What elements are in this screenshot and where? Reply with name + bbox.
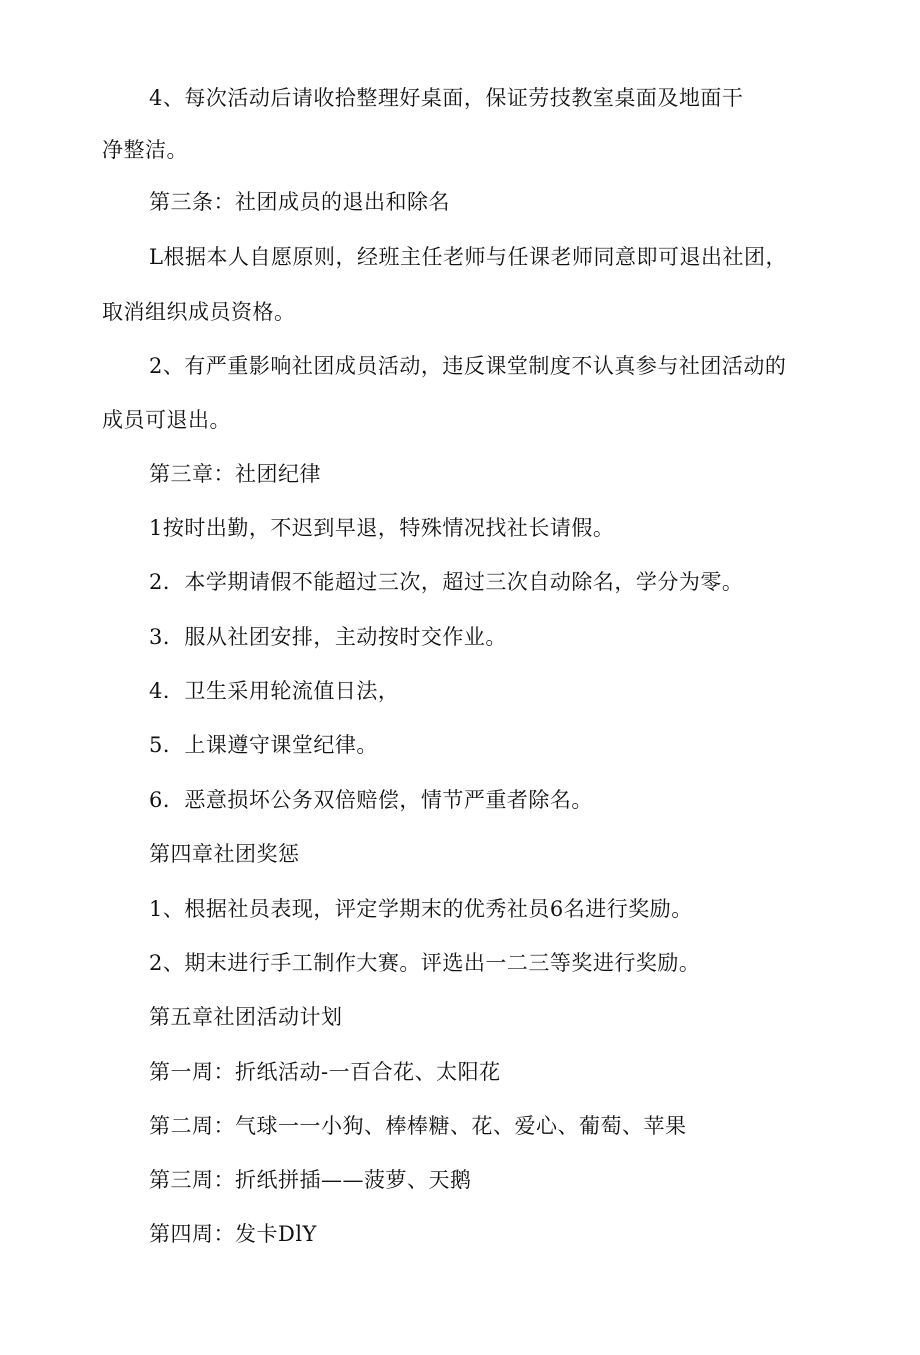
chapter-heading: 第五章社团活动计划 — [149, 1005, 343, 1029]
list-item: 6．恶意损坏公务双倍赔偿，情节严重者除名。 — [149, 788, 593, 812]
list-item: 1、根据社员表现，评定学期末的优秀社员6名进行奖励。 — [149, 897, 693, 921]
section-heading: 第三条：社团成员的退出和除名 — [149, 190, 450, 214]
list-item: 3．服从社团安排，主动按时交作业。 — [149, 625, 507, 649]
list-item: 第二周：气球一一小狗、棒棒糖、花、爱心、葡萄、苹果 — [149, 1114, 687, 1138]
paragraph-line: 4、每次活动后请收拾整理好桌面，保证劳技教室桌面及地面干 — [149, 86, 744, 110]
list-item: 4．卫生采用轮流值日法， — [149, 679, 400, 703]
list-item: 第一周：折纸活动-一百合花、太阳花 — [149, 1060, 501, 1084]
list-item: 2．本学期请假不能超过三次，超过三次自动除名，学分为零。 — [149, 570, 744, 594]
list-item: 第四周：发卡DlY — [149, 1222, 317, 1246]
chapter-heading: 第四章社团奖惩 — [149, 842, 300, 866]
paragraph-line: 取消组织成员资格。 — [102, 300, 296, 324]
chapter-heading: 第三章：社团纪律 — [149, 462, 321, 486]
list-item: 第三周：折纸拼插——菠萝、天鹅 — [149, 1168, 472, 1192]
paragraph-line: 净整洁。 — [102, 138, 188, 162]
paragraph-line: 2、有严重影响社团成员活动，违反课堂制度不认真参与社团活动的 — [149, 354, 787, 378]
list-item: 2、期末进行手工制作大赛。评选出一二三等奖进行奖励。 — [149, 951, 701, 975]
list-item: 5．上课遵守课堂纪律。 — [149, 733, 378, 757]
paragraph-line: L根据本人自愿原则，经班主任老师与任课老师同意即可退出社团， — [149, 245, 787, 269]
paragraph-line: 成员可退出。 — [102, 408, 231, 432]
list-item: 1按时出勤，不迟到早退，特殊情况找社长请假。 — [149, 516, 615, 540]
